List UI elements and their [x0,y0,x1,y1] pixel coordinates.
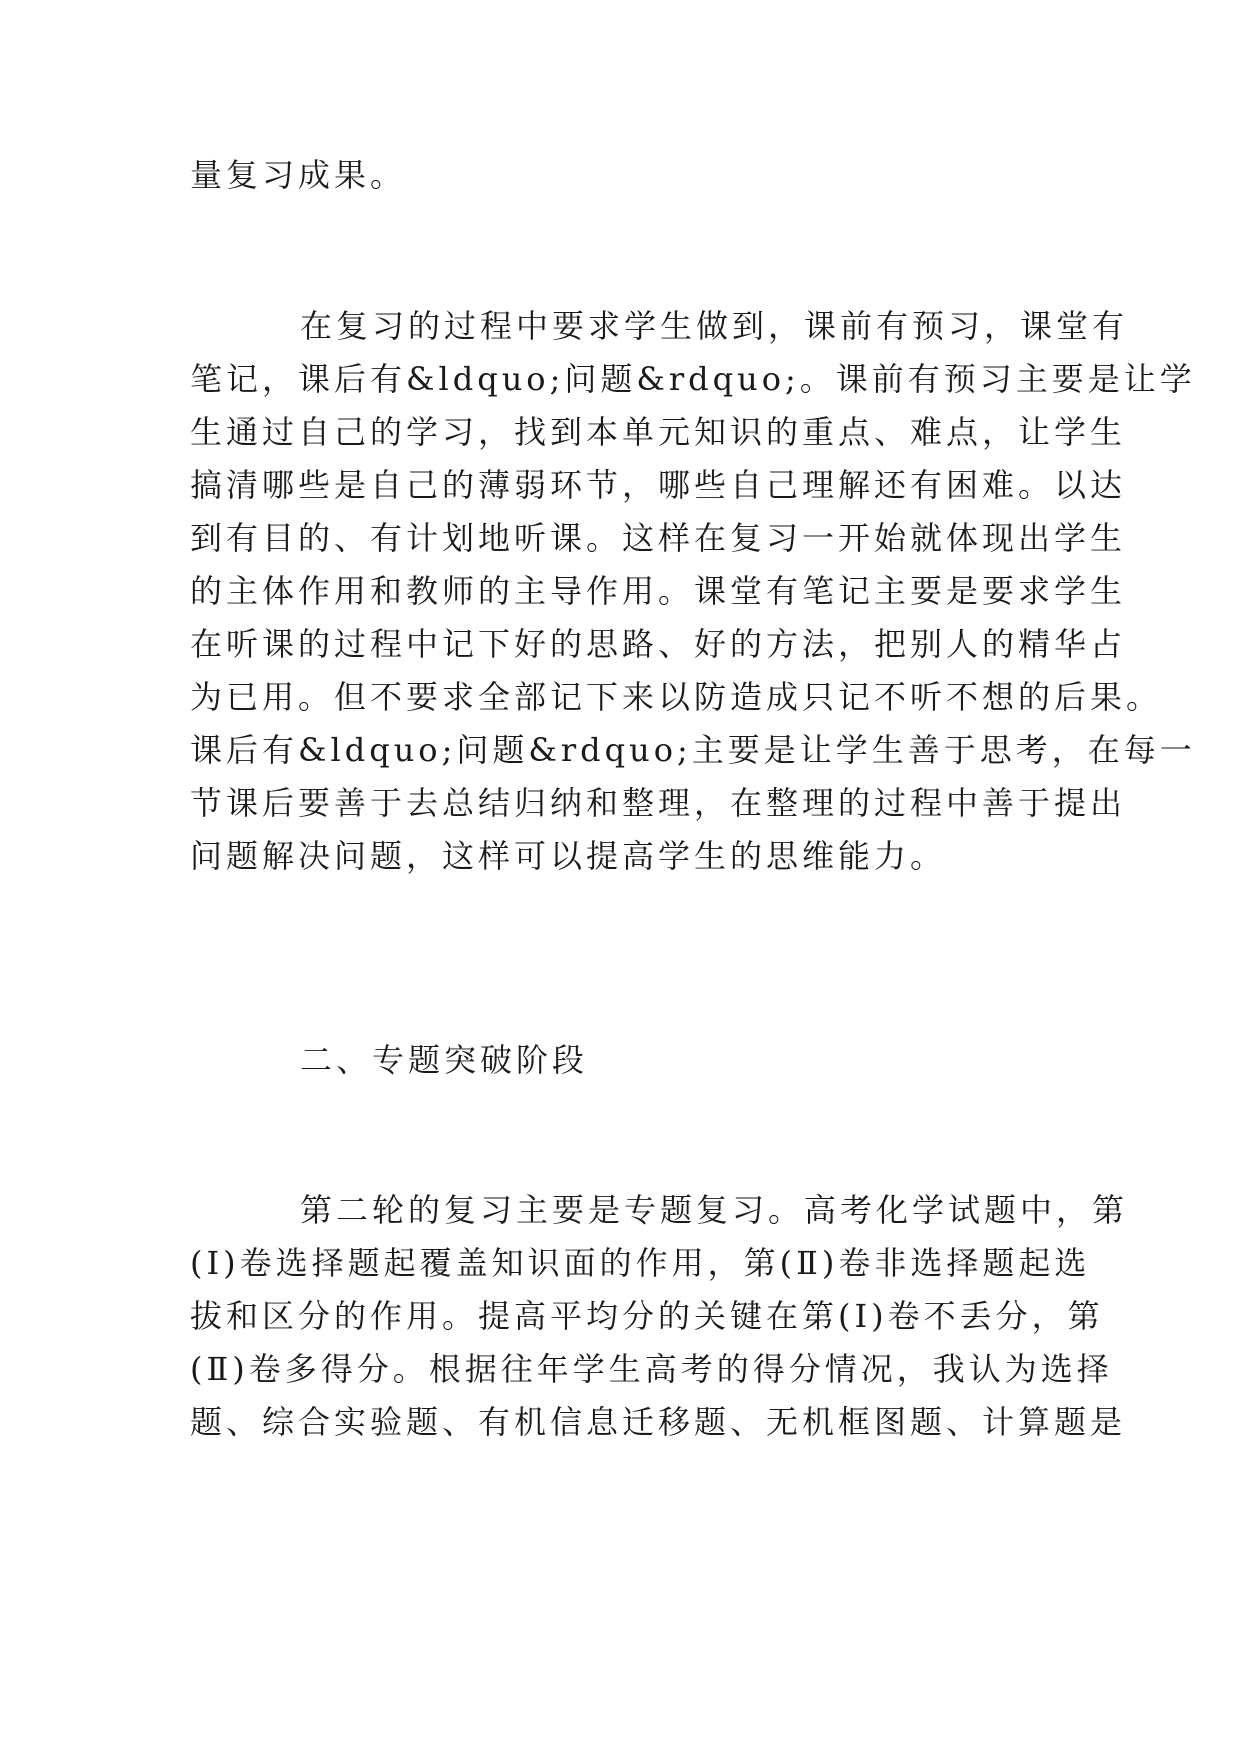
text-line: 在听课的过程中记下好的思路、好的方法，把别人的精华占 [190,625,1127,663]
text-line: 课后有&ldquo;问题&rdquo;主要是让学生善于思考，在每一 [190,731,1196,769]
text-line: 到有目的、有计划地听课。这样在复习一开始就体现出学生 [190,519,1127,557]
text-line: 的主体作用和教师的主导作用。课堂有笔记主要是要求学生 [190,572,1127,610]
text-line: 拔和区分的作用。提高平均分的关键在第(Ⅰ)卷不丢分，第 [190,1297,1104,1335]
text-line: 搞清哪些是自己的薄弱环节，哪些自己理解还有困难。以达 [190,466,1127,504]
text-line: 在复习的过程中要求学生做到，课前有预习，课堂有 [300,307,1129,345]
text-line: 问题解决问题，这样可以提高学生的思维能力。 [190,837,947,875]
text-line: 笔记，课后有&ldquo;问题&rdquo;。课前有预习主要是让学 [190,360,1196,398]
section-heading: 二、专题突破阶段 [300,1041,589,1079]
text-line: (Ⅱ)卷多得分。根据往年学生高考的得分情况，我认为选择 [190,1350,1113,1388]
text-line: 节课后要善于去总结归纳和整理，在整理的过程中善于提出 [190,784,1127,822]
text-line: 为已用。但不要求全部记下来以防造成只记不听不想的后果。 [190,678,1163,716]
text-line: 量复习成果。 [190,156,407,194]
text-line: 题、综合实验题、有机信息迁移题、无机框图题、计算题是 [190,1403,1127,1441]
text-line: 生通过自己的学习，找到本单元知识的重点、难点，让学生 [190,413,1127,451]
text-line: (Ⅰ)卷选择题起覆盖知识面的作用，第(Ⅱ)卷非选择题起选 [190,1244,1091,1282]
text-line: 第二轮的复习主要是专题复习。高考化学试题中，第 [300,1191,1129,1229]
